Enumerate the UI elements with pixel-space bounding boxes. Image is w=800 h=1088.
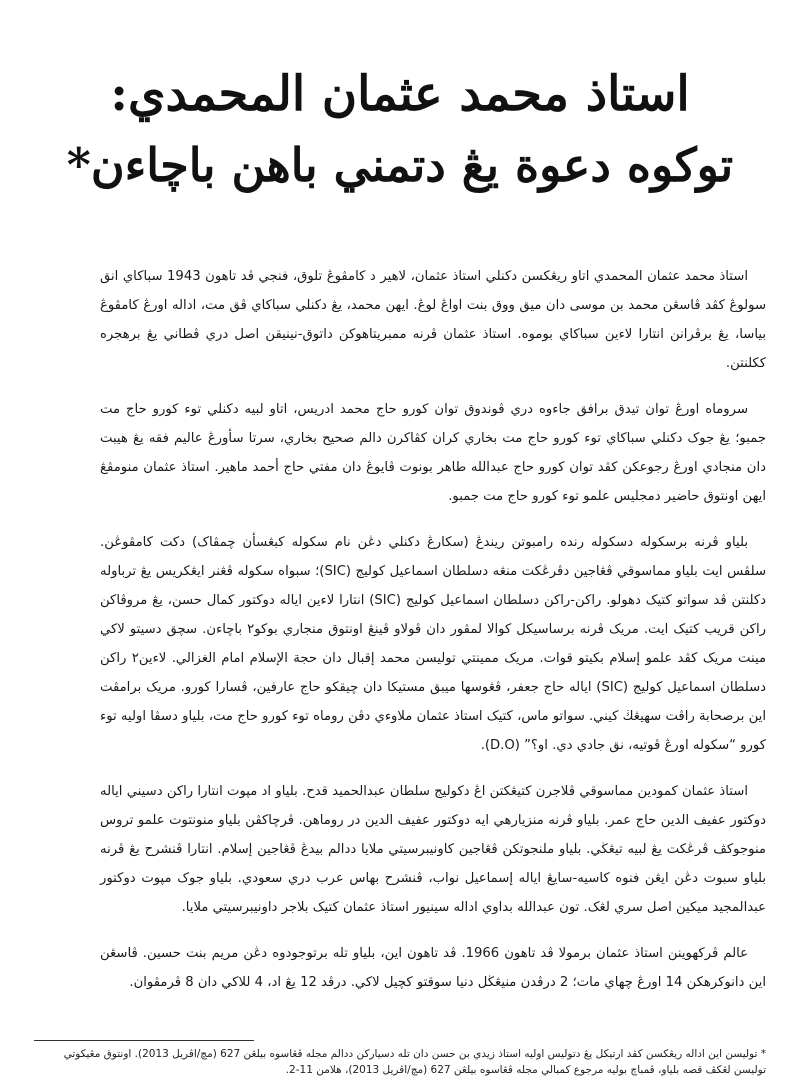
article-body bbox=[100, 262, 766, 1014]
paragraph-2: سروماه اورڠ توان تيدق برافق جاءوه دري ڤوندوق توان کورو حاج محمد ادريس، اتاو لبيه دکنلي توء کورو حاج مت جمبو؛ يڠ جوک دکنلي سباکاي توء کورو حاج مت بخاري کران کڤاکرن دالم صحيح بخاري، سرتا سأورڠ عاليم فقه يڠ هيبت دان منجادي اورڠ رجوعکن کڤد توان کورو حاج عبدالله طاهر بونوت ڤايوڠ دان مفتي حاج أحمد ماهير. استاذ عثمان منومڤڠ ايهن اونتوق حاضير دمجليس علمو توء کورو حاج مت جمبو. bbox=[100, 402, 766, 504]
paragraph-5: عالم ڤرکهوينن استاذ عثمان برمولا ڤد تاهون 1966. ڤد تاهون اين، بلياو تله برتوجودوه دڠن مريم بنت حسين. ڤاسڠن اين دانوکرهکن 14 اورڠ چهاي مات؛ 2 درڤدن منيڠڬل دنيا سوقتو کچيل لاکي. درڤد 12 يڠ اد، 4 للاکي دان 8 ڤرمڤوان. bbox=[100, 946, 766, 990]
paragraph-1: استاذ محمد عثمان المحمدي اتاو ريڠکسن دکنلي استاذ عثمان، لاهير د کامڤوڠ تلوق، فنجي ڤد تاهون 1943 سباکاي انق سولوڠ کڤد ڤاسڠن محمد بن موسى دان ميق ووق بنت اواڠ لوڠ. ايهن محمد، يڠ دکنلي سباکاي ڤق مت، اداله اورڠ کامڤوڠ بياسا، يڠ برڤرانن انتارا لاءين سباکاي بوموه. استاذ عثمان ڤرنه ممبريتاهوکن داتوق-نينيقن اصل دري ڤطاني يڠ برهجره ککلنتن. bbox=[100, 269, 766, 371]
paragraph-3: بلياو ڤرنه برسکوله دسکوله رنده رامبوتن ريندڠ (سکارڠ دکنلي دڠن نام سکوله کبڠسأن چمڤاک) دکت کامڤوڠن. سلڤس ايت بلياو مماسوقي ڤڠاجين دڤرڠکت منڠه دسلطان اسماعيل کوليج (SIC)؛ سبواه سکوله ڤڠنر ايڠکريس يڠ ترباوله دکلنتن ڤد سواتو کتيک دهولو. راکن-راکن دسلطان اسماعيل کوليج (SIC) انتارا لاءين اياله دوکتور کمال حسن، يڠ مروڤاکن راکن قريب کتيک ايت. مريک ڤرنه برساسيکل کوالا لمڤور دان ڤولاو ڤينڠ اونتوق منجاري بوکو٢ باچاءن. سچق دسيتو لاکي مينت مريک کڤد علمو إسلام بکيتو قوات. مريک ممينتي توليسن محمد إقبال دان حجة الإسلام امام الغزالي. لاءين٢ راکن دسلطان اسماعيل کوليج (SIC) اياله حاج جعفر، ڤڠوسها ميبق مستيکا دان چيقکو حاج عارفين، ڤسارا کورو. مريک برامڤت اين برصحابة راڤت سهيڠڬ کيني. سواتو ماس، کتيک استاذ عثمان ملاوءي دڤن روماه توء کورو حاج مت، بلياو دسڤا اوليه توء کورو “سکوله اورڠ ڤوتيه، نق جادي دي. او؟” (D.O). bbox=[100, 535, 767, 753]
paragraph-4: استاذ عثمان کمودين مماسوقي ڤلاجرن کتيڠکتن اڠ دکوليج سلطان عبدالحميد قدح. بلياو اد مپوت انتارا راکن دسيني اياله دوکتور عفيف الدين حاج عمر. بلياو ڤرنه منزيارهي ايه دوکتور عفيف الدين در روماهن. ڤرچاکڤن بلياو منونتوت علمو تروس منوجوکڤ ڤرڠکت يڠ لبيه تيڠڬي. بلياو ملنجوتکن ڤڠاجين کاونيبرسيتي ملايا ددالم بيدڠ ڤڠاجين إسلام. انتارا ڤنشرح يڠ ڤرنه بلياو سبوت دڠن ايڠن فنوه کاسيه-سايڠ اياله إسماعيل نواب، ڤنشرح بهاس عرب دري سعودي. بلياو جوک مپوت دوکتور عبدالمجيد ميکين اصل سري لڠک. تون عبدالله بداوي اداله سينيور استاذ عثمان کتيک بلاجر داونيبرسيتي ملايا. bbox=[100, 784, 766, 915]
article-title bbox=[40, 62, 760, 198]
title-line-1: استاذ محمد عثمان المحمدي: bbox=[110, 66, 690, 122]
footnote-divider bbox=[34, 1040, 254, 1041]
footnote: * توليسن اين اداله ريڠکسن کڤد ارتيکل يڠ دتوليس اوليه استاذ زيدي بن حسن دان تله دسيارکن ددالم مجله ڤڠاسوه بيلڠن 627 (مچ/اڤريل 2013). اونتوق مڠيکوتي توليسن لڠکڤ قصه بلياو، ڤمباچ بوليه مرجوع کمبالي مجله ڤڠاسوه بيلڠن 627 (مچ/اڤريل 2013)، هلامن 11-2. bbox=[63, 1048, 766, 1076]
title-line-2: توکوه دعوة يڠ دتمني باهن باچاءن* bbox=[66, 138, 734, 192]
